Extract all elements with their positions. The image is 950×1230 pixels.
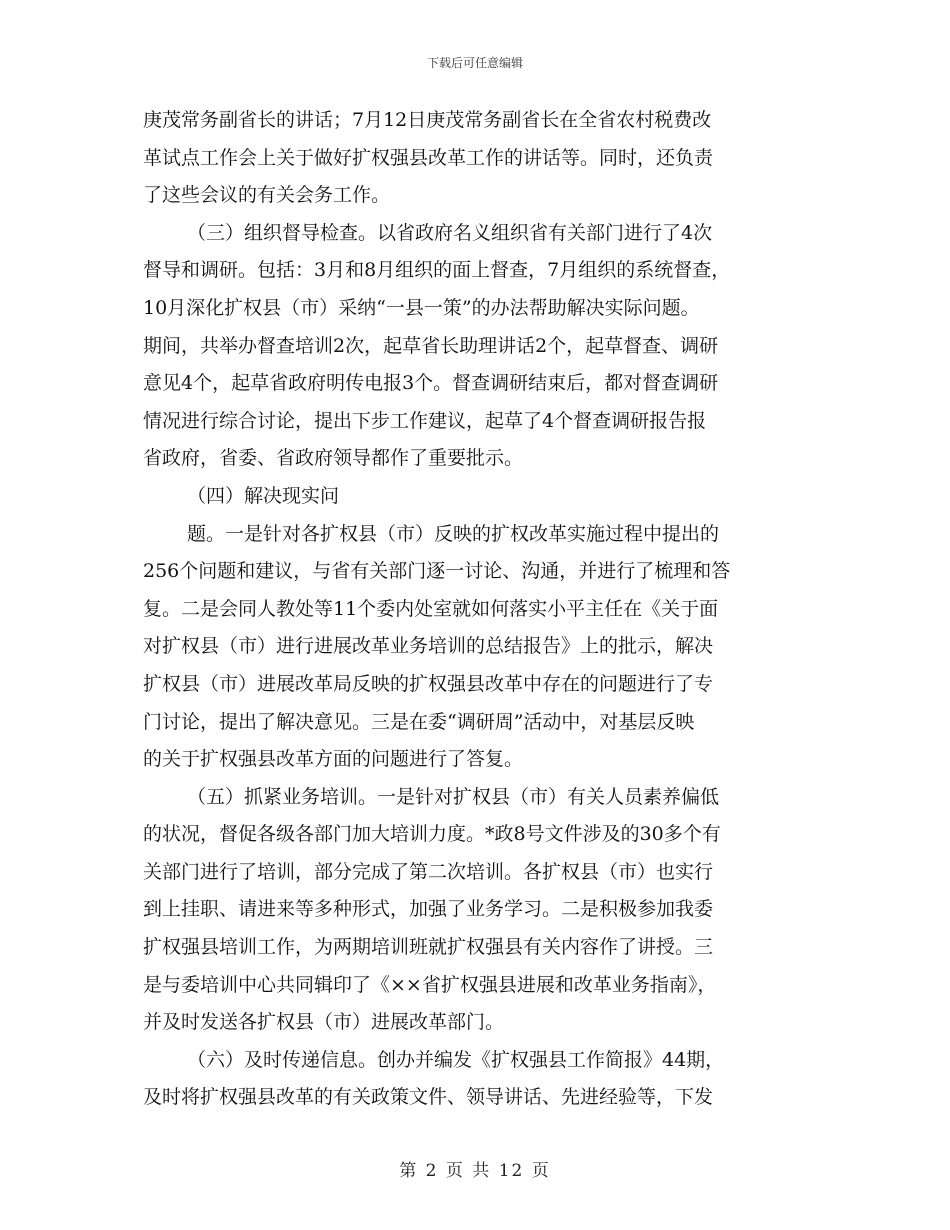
header-note: 下载后可任意编辑	[426, 56, 523, 70]
text-line: 到上挂职、请进来等多种形式，加强了业务学习。二是积极参加我委	[143, 898, 714, 921]
text-line: 了这些会议的有关会务工作。	[143, 184, 391, 207]
page-number: 第 2 页 共 12 页	[399, 1161, 551, 1181]
text-line: 期间，共举办督查培训2次，起草省长助理讲话2个，起草督查、调研	[143, 334, 719, 357]
text-line: 复。二是会同人教处等11个委内处室就如何落实小平主任在《关于面	[143, 597, 719, 620]
text-line: 256个问题和建议，与省有关部门逐一讨论、沟通，并进行了梳理和答	[143, 560, 731, 583]
text-line: 的关于扩权强县改革方面的问题进行了答复。	[143, 748, 524, 771]
text-line: 是与委培训中心共同辑印了《××省扩权强县进展和改革业务指南》，	[143, 973, 717, 996]
text-line: 题。一是针对各扩权县（市）反映的扩权改革实施过程中提出的	[187, 522, 720, 545]
text-line: 省政府，省委、省政府领导都作了重要批示。	[143, 447, 524, 470]
text-line: 扩权县（市）进展改革局反映的扩权强县改革中存在的问题进行了专	[143, 672, 714, 695]
text-line: （三）组织督导检查。以省政府名义组织省有关部门进行了4次	[187, 221, 713, 244]
text-line: 情况进行综合讨论，提出下步工作建议，起草了4个督查调研报告报	[143, 409, 707, 432]
text-line: （六）及时传递信息。创办并编发《扩权强县工作简报》44期，	[187, 1048, 725, 1071]
text-line: 10月深化扩权县（市）采纳“一县一策”的办法帮助解决实际问题。	[143, 296, 700, 319]
text-line: 扩权强县培训工作，为两期培训班就扩权强县有关内容作了讲授。三	[143, 936, 714, 959]
text-line: 革试点工作会上关于做好扩权强县改革工作的讲话等。同时，还负责	[143, 146, 714, 169]
text-line: 意见4个，起草省政府明传电报3个。督查调研结束后，都对督查调研	[143, 372, 719, 395]
text-line: 并及时发送各扩权县（市）进展改革部门。	[143, 1011, 505, 1034]
text-line: 关部门进行了培训，部分完成了第二次培训。各扩权县（市）也实行	[143, 860, 714, 883]
text-line: （五）抓紧业务培训。一是针对扩权县（市）有关人员素养偏低	[187, 785, 720, 808]
text-line: 及时将扩权强县改革的有关政策文件、领导讲话、先进经验等，下发	[143, 1086, 714, 1109]
text-line: 督导和调研。包括：3月和8月组织的面上督查，7月组织的系统督查，	[143, 259, 731, 282]
document-body	[143, 102, 811, 1117]
text-line: 门讨论，提出了解决意见。三是在委“调研周”活动中，对基层反映	[143, 710, 695, 733]
text-line: 庚茂常务副省长的讲话；7月12日庚茂常务副省长在全省农村税费改	[143, 109, 712, 131]
text-line: 的状况，督促各级各部门加大培训力度。*政8号文件涉及的30多个有	[143, 823, 721, 846]
text-line: 对扩权县（市）进行进展改革业务培训的总结报告》上的批示，解决	[143, 635, 714, 658]
text-line: （四）解决现实问	[187, 484, 340, 507]
